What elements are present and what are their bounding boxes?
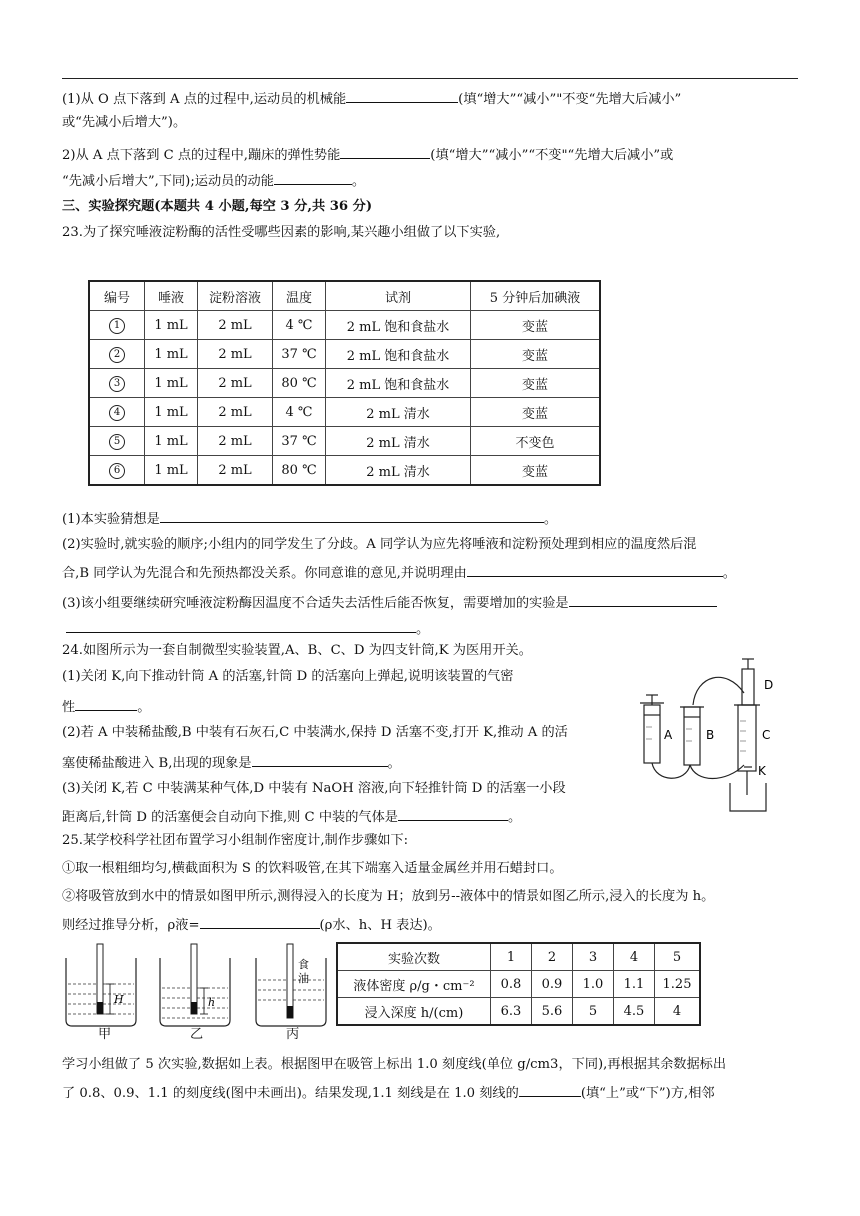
q23-part2-line1: (2)实验时,就实验的顺序;小组内的同学发生了分歧。A 同学认为应先将唾液和淀粉预处理到相应的温度然后混 bbox=[62, 537, 697, 552]
q22-line3: 2)从 A 点下落到 C 点的过程中,蹦床的弹性势能 (填“增大”“减小”“不变"“先增大后减小”或 bbox=[62, 144, 673, 165]
blank-mechanical-energy[interactable] bbox=[346, 88, 458, 103]
label-a: A bbox=[664, 728, 673, 742]
beaker-figures bbox=[60, 940, 330, 1040]
label-oil-1: 食 bbox=[298, 958, 309, 971]
header-cell: 试剂 bbox=[326, 281, 471, 311]
label-h-upper: H bbox=[114, 993, 124, 1006]
table-row: 5 1 mL 2 mL 37 ℃ 2 mL 清水 不变色 bbox=[89, 427, 600, 456]
q23-table bbox=[88, 280, 601, 486]
header-cell: 温度 bbox=[273, 281, 326, 311]
weight-yi bbox=[191, 1002, 197, 1014]
label-d: D bbox=[764, 678, 774, 692]
q25-table bbox=[336, 942, 701, 1026]
q24-part3-line1: (3)关闭 K,若 C 中装满某种气体,D 中装有 NaOH 溶液,向下轻推针筒 D 的活塞一小段 bbox=[62, 781, 566, 796]
q24-part1-line2: 性 。 bbox=[62, 696, 150, 717]
header-cell: 唾液 bbox=[145, 281, 198, 311]
label-h-lower: h bbox=[208, 996, 216, 1009]
blank-density-formula[interactable] bbox=[200, 914, 320, 929]
table-row: 实验次数 1 2 3 4 5 bbox=[337, 943, 700, 971]
blank-hypothesis[interactable] bbox=[160, 508, 544, 523]
table-header-row bbox=[89, 281, 600, 311]
row-number: 2 bbox=[109, 347, 125, 363]
weight-bing bbox=[287, 1006, 293, 1018]
q23-part3-line1: (3)该小组要继续研究唾液淀粉酶因温度不合适失去活性后能否恢复，需要增加的实验是 bbox=[62, 592, 717, 613]
q24-part2-line2: 塞使稀盐酸进入 B,出现的现象是 。 bbox=[62, 752, 401, 773]
q25-step2: ②将吸管放到水中的情景如图甲所示,测得浸入的长度为 H；放到另--液体中的情景如图乙所示,浸入的长度为 h。 bbox=[62, 889, 715, 904]
q25-intro: 25.某学校科学社团布置学习小组制作密度计,制作步骤如下: bbox=[62, 833, 409, 848]
table-row: 6 1 mL 2 mL 80 ℃ 2 mL 清水 变蓝 bbox=[89, 456, 600, 486]
blank-extra-experiment-cont[interactable] bbox=[66, 618, 416, 633]
blank-gas[interactable] bbox=[398, 806, 508, 821]
q25-step3: 则经过推导分析，ρ液= (ρ水、h、H 表达)。 bbox=[62, 914, 441, 935]
q24-intro: 24.如图所示为一套自制微型实验装置,A、B、C、D 为四支针筒,K 为医用开关。 bbox=[62, 643, 532, 658]
table-row: 1 1 mL 2 mL 4 ℃ 2 mL 饱和食盐水 变蓝 bbox=[89, 311, 600, 340]
table-row: 3 1 mL 2 mL 80 ℃ 2 mL 饱和食盐水 变蓝 bbox=[89, 369, 600, 398]
label-oil-2: 油 bbox=[298, 972, 309, 985]
q25-para1: 学习小组做了 5 次实验,数据如上表。根据图甲在吸管上标出 1.0 刻度线(单位 g/cm3，下同),再根据其余数据标出 bbox=[62, 1057, 727, 1072]
blank-phenomenon[interactable] bbox=[252, 752, 388, 767]
row-number: 5 bbox=[109, 434, 125, 450]
label-c: C bbox=[762, 728, 771, 742]
q22-line4: “先减小后增大”,下同);运动员的动能 。 bbox=[62, 170, 365, 191]
q24-part2-line1: (2)若 A 中装稀盐酸,B 中装有石灰石,C 中装满水,保持 D 活塞不变,打开 K,推动 A 的活 bbox=[62, 725, 568, 740]
blank-above-below[interactable] bbox=[519, 1082, 581, 1097]
blank-extra-experiment[interactable] bbox=[569, 592, 717, 607]
header-rule bbox=[62, 78, 798, 79]
label-b: B bbox=[706, 728, 715, 742]
row-number: 3 bbox=[109, 376, 125, 392]
blank-airtightness[interactable] bbox=[75, 696, 137, 711]
q25-para2: 了 0.8、0.9、1.1 的刻度线(图中未画出)。结果发现,1.1 刻线是在 1.0 刻线的 (填“上”或“下”)方,相邻 bbox=[62, 1082, 715, 1103]
blank-elastic-energy[interactable] bbox=[340, 144, 430, 159]
q23-intro: 23.为了探究唾液淀粉酶的活性受哪些因素的影响,某兴趣小组做了以下实验, bbox=[62, 225, 501, 240]
q23-part3-line2: 。 bbox=[62, 618, 429, 639]
table-row: 液体密度 ρ/g・cm⁻² 0.8 0.9 1.0 1.1 1.25 bbox=[337, 971, 700, 998]
row-number: 4 bbox=[109, 405, 125, 421]
row-number: 1 bbox=[109, 318, 125, 334]
header-cell: 淀粉溶液 bbox=[198, 281, 273, 311]
table-row: 浸入深度 h/(cm) 6.3 5.6 5 4.5 4 bbox=[337, 998, 700, 1026]
table-row: 4 1 mL 2 mL 4 ℃ 2 mL 清水 变蓝 bbox=[89, 398, 600, 427]
header-cell: 5 分钟后加碘液 bbox=[471, 281, 601, 311]
blank-kinetic-energy[interactable] bbox=[274, 170, 352, 185]
q24-part1-line1: (1)关闭 K,向下推动针筒 A 的活塞,针筒 D 的活塞向上弹起,说明该装置的气密 bbox=[62, 669, 514, 684]
header-cell: 编号 bbox=[89, 281, 145, 311]
q22-line1: (1)从 O 点下落到 A 点的过程中,运动员的机械能 (填“增大”“减小”"不变“先增大后减小” bbox=[62, 88, 681, 109]
weight-jia bbox=[97, 1002, 103, 1014]
row-number: 6 bbox=[109, 463, 125, 479]
table-row: 2 1 mL 2 mL 37 ℃ 2 mL 饱和食盐水 变蓝 bbox=[89, 340, 600, 369]
q23-part2-line2: 合,B 同学认为先混合和先预热都没关系。你同意谁的意见,并说明理由 。 bbox=[62, 562, 736, 583]
label-k: K bbox=[758, 764, 766, 778]
caption-bing: 丙 bbox=[286, 1027, 300, 1042]
blank-reason[interactable] bbox=[467, 562, 723, 577]
q25-step1: ①取一根粗细均匀,横截面积为 S 的饮料吸管,在其下端塞入适量金属丝并用石蜡封口。 bbox=[62, 861, 563, 876]
syringe-apparatus-figure bbox=[626, 655, 800, 815]
q22-line2: 或“先减小后增大”)。 bbox=[62, 115, 187, 130]
q23-part1: (1)本实验猜想是 。 bbox=[62, 508, 557, 529]
caption-yi: 乙 bbox=[190, 1027, 204, 1042]
section-heading: 三、实验探究题(本题共 4 小题,每空 3 分,共 36 分) bbox=[62, 199, 373, 214]
caption-jia: 甲 bbox=[98, 1027, 112, 1042]
q24-part3-line2: 距离后,针筒 D 的活塞便会自动向下推,则 C 中装的气体是 。 bbox=[62, 806, 521, 827]
